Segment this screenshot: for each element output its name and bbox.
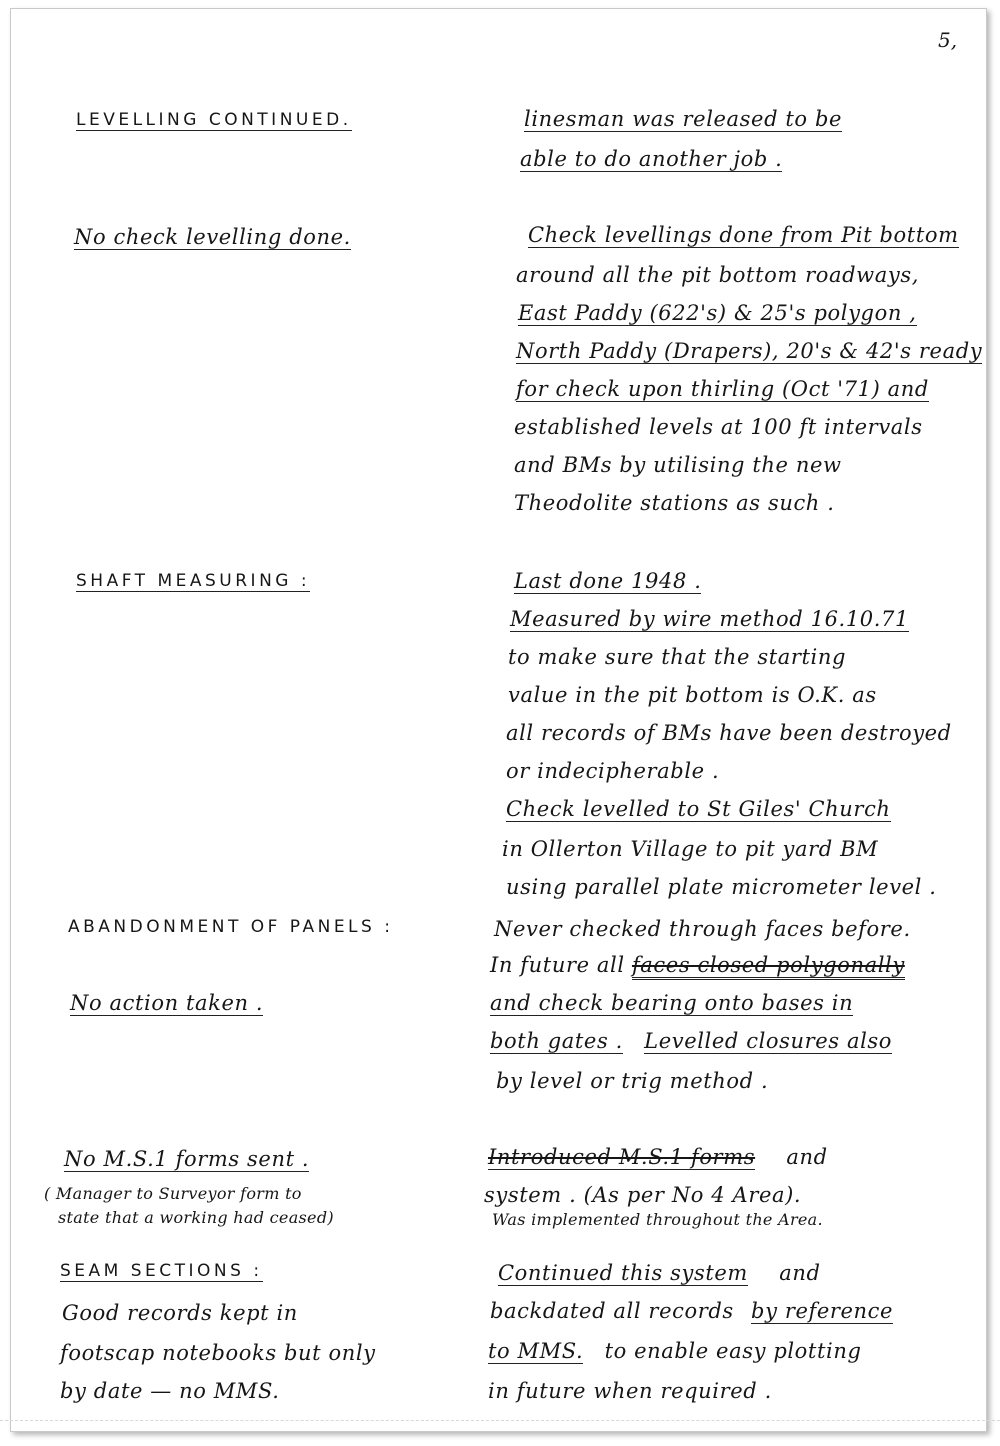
- abandonment-text-line-4b: Levelled closures also: [644, 1029, 893, 1053]
- abandonment-note: No action taken .: [70, 991, 264, 1015]
- shaft-text-line-8: in Ollerton Village to pit yard BM: [502, 837, 879, 861]
- page-number: 5,: [938, 28, 958, 52]
- shaft-heading: SHAFT MEASURING :: [76, 571, 311, 591]
- abandonment-heading: ABANDONMENT OF PANELS :: [68, 917, 394, 937]
- shaft-text-line-6: or indecipherable .: [506, 759, 720, 783]
- shaft-text-line-9: using parallel plate micrometer level .: [506, 875, 937, 899]
- msi-subnote-line-1: ( Manager to Surveyor form to: [44, 1184, 302, 1203]
- levelling-note: No check levelling done.: [74, 225, 351, 249]
- msi-text-line-1a: Introduced M.S.1 forms: [488, 1145, 756, 1169]
- msi-text-line-1b: and: [786, 1145, 828, 1169]
- abandonment-text-line-2b: faces closed polygonally: [632, 953, 905, 980]
- shaft-text-line-5: all records of BMs have been destroyed: [506, 721, 952, 745]
- seam-note-line-1: Good records kept in: [62, 1301, 298, 1325]
- abandonment-text-line-5: by level or trig method .: [496, 1069, 769, 1093]
- check-levelling-line-2: around all the pit bottom roadways,: [516, 263, 919, 287]
- levelling-text-line-1: linesman was released to be: [524, 107, 843, 131]
- shaft-text-line-3: to make sure that the starting: [508, 645, 847, 669]
- check-levelling-line-8: Theodolite stations as such .: [514, 491, 835, 515]
- abandonment-text-line-3: and check bearing onto bases in: [490, 991, 854, 1015]
- shaft-text-line-4: value in the pit bottom is O.K. as: [508, 683, 877, 707]
- abandonment-text-line-4a: both gates .: [490, 1029, 623, 1053]
- check-levelling-line-1: Check levellings done from Pit bottom: [528, 223, 959, 247]
- shaft-text-line-7: Check levelled to St Giles' Church: [506, 797, 891, 821]
- check-levelling-line-3: East Paddy (622's) & 25's polygon ,: [518, 301, 917, 325]
- shaft-text-line-1: Last done 1948 .: [514, 569, 702, 593]
- seam-note-line-2: footscap notebooks but only: [60, 1341, 376, 1365]
- seam-text-line-2b: by reference: [751, 1299, 894, 1323]
- seam-text-line-4: in future when required .: [488, 1379, 772, 1403]
- page-bottom-edge: [0, 1420, 1000, 1421]
- seam-text-line-1a: Continued this system: [498, 1261, 748, 1285]
- shaft-text-line-2: Measured by wire method 16.10.71: [510, 607, 909, 631]
- msi-note: No M.S.1 forms sent .: [64, 1147, 310, 1171]
- seam-text-line-3b: to enable easy plotting: [604, 1339, 862, 1363]
- check-levelling-line-5: for check upon thirling (Oct '71) and: [516, 377, 929, 401]
- seam-text-line-2a: backdated all records: [490, 1299, 734, 1323]
- seam-text-line-3a: to MMS.: [488, 1339, 584, 1363]
- seam-heading: SEAM SECTIONS :: [60, 1261, 263, 1281]
- msi-subnote-line-2: state that a working had ceased): [58, 1208, 334, 1227]
- levelling-heading: LEVELLING CONTINUED.: [76, 110, 352, 130]
- check-levelling-line-7: and BMs by utilising the new: [514, 453, 842, 477]
- check-levelling-line-4: North Paddy (Drapers), 20's & 42's ready: [516, 339, 983, 363]
- check-levelling-line-6: established levels at 100 ft intervals: [514, 415, 923, 439]
- abandonment-text-line-2a: In future all: [490, 953, 625, 977]
- msi-text-line-3: Was implemented throughout the Area.: [492, 1210, 823, 1229]
- levelling-text-line-2: able to do another job .: [520, 147, 783, 171]
- seam-note-line-3: by date — no MMS.: [60, 1379, 280, 1403]
- msi-text-line-2: system . (As per No 4 Area).: [484, 1183, 802, 1207]
- seam-text-line-1b: and: [779, 1261, 821, 1285]
- abandonment-text-line-1: Never checked through faces before.: [494, 917, 911, 941]
